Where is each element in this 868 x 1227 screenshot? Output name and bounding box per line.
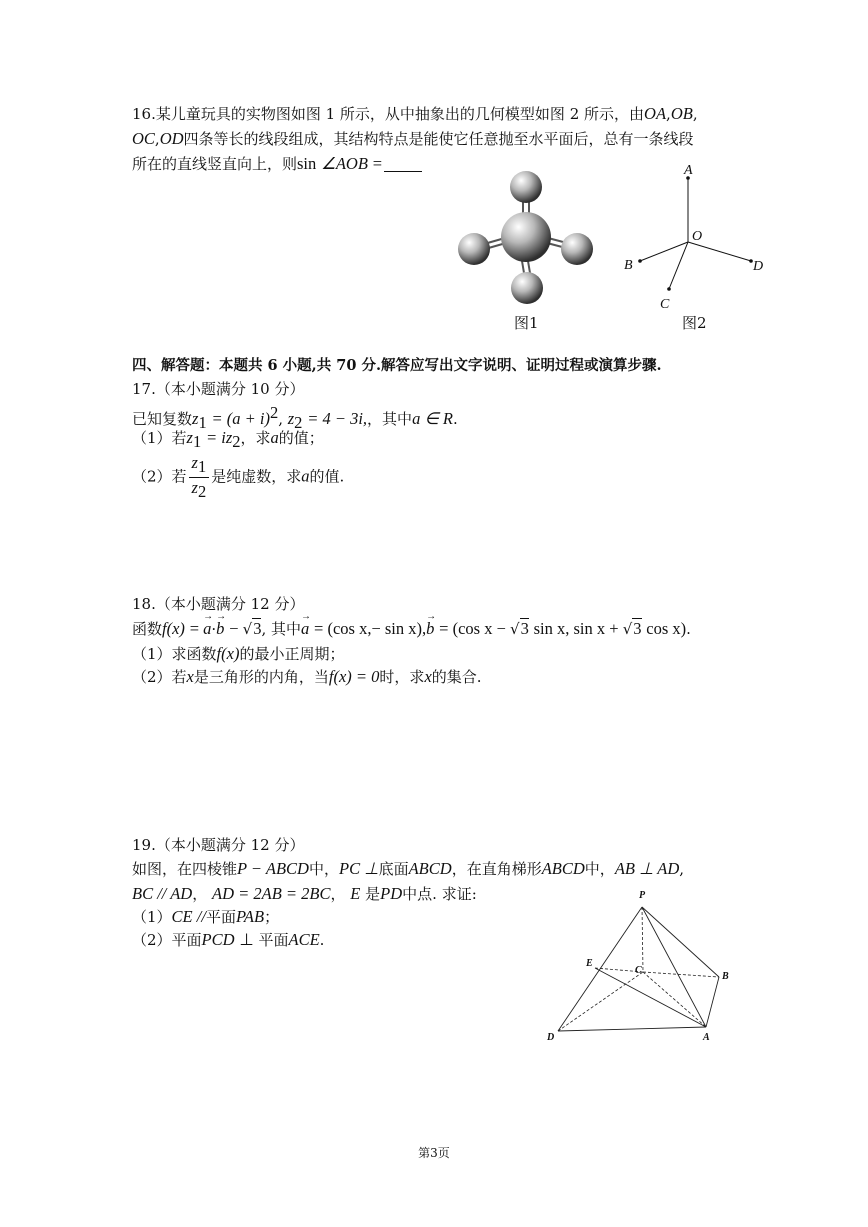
seg-oa: OA (644, 104, 667, 123)
perp-sign: ⊥ (239, 930, 254, 949)
fx-label: f(x) (162, 619, 185, 638)
q18-where: , 其中 (261, 620, 301, 638)
q18-fn-pre: 函数 (132, 620, 163, 638)
fig2-label-a: A (684, 163, 693, 178)
z1-over-z2: $\frac{z_1}{z_2}$ (189, 453, 210, 502)
q18-part2-pre: （2）若 (132, 668, 187, 686)
z2-expr: = 4 − 3i, (307, 409, 368, 428)
abcd-2: ABCD (541, 859, 585, 878)
pyr-label-a: A (703, 1032, 710, 1043)
fig2-label-d: D (753, 259, 764, 274)
vec-b-value-1: = (cos x − (439, 619, 511, 638)
figure-1-toy (450, 165, 610, 310)
q16-line1: 16.某儿童玩具的实物图如图 1 所示，从中抽象出的几何模型如图 2 所示，由OA,OB, (132, 104, 698, 123)
toy-ball-bottom (511, 272, 543, 304)
pyramid-name: P − ABCD (237, 859, 309, 878)
toy-ball-left (458, 233, 490, 265)
seg-ob: OB (670, 104, 693, 123)
z1-var-2: z (186, 428, 193, 447)
q18-header: 18.（本小题满分 12 分） (132, 595, 305, 613)
toy-ball-right (561, 233, 593, 265)
pyr-label-d: D (547, 1032, 555, 1043)
sqrt3-c: 3 (633, 619, 642, 638)
abcd-1: ABCD (408, 859, 452, 878)
section-4-heading: 四、解答题：本题共 6 小题,共 70 分.解答应写出文字说明、证明过程或演算步骤. (132, 357, 662, 374)
q19-header: 19.（本小题满分 12 分） (132, 836, 305, 854)
q16-text-3: 所在的直线竖直向上，则 (132, 155, 298, 173)
q17-part2-pre: （2）若 (132, 467, 187, 486)
ad-equation: AD = 2AB = 2BC (211, 884, 331, 903)
q18-part2-end: 的集合. (431, 668, 482, 686)
x-var: x (186, 667, 194, 686)
plane-pcd: PCD (201, 930, 235, 949)
q19-part1-end: ； (264, 908, 280, 926)
equals-sign: = (372, 154, 383, 173)
answer-blank (384, 171, 422, 172)
plane-pab: PAB (235, 907, 265, 926)
seg-od: OD (159, 129, 184, 148)
eq-sign: = (189, 619, 204, 638)
q17-part2 (132, 453, 344, 502)
q19-l2-end: 中点. 求证: (402, 885, 477, 903)
q17-part1-eq: = iz (206, 428, 233, 447)
q17-part2-post: 是纯虚数，求 (211, 467, 302, 486)
seg-oc: OC (132, 129, 155, 148)
vec-b-2: → b (426, 618, 434, 640)
q18-function: 函数f(x) = → a·→ b − √3, 其中→ a = (cos x,− sin x),→ b = (cos x − √3 sin x, sin x + √3 cos x). (132, 618, 691, 640)
z1-var: z (192, 409, 199, 428)
q17-part1: （1）若$z_1 = iz_2$，求a的值； (132, 428, 324, 451)
q19-line2: BC // AD， AD = 2AB = 2BC， E 是PD中点. 求证: (132, 884, 477, 903)
base-word: 底面 (378, 860, 409, 878)
toy-ball-center (501, 212, 551, 262)
pyr-label-b: B (722, 971, 729, 982)
q18-part2-mid: 是三角形的内角，当 (193, 668, 329, 686)
q19-part1-pre: （1） (132, 908, 172, 926)
point-e: E (350, 884, 361, 903)
pyr-label-e: E (586, 958, 593, 969)
plane-word: 平面 (205, 908, 236, 926)
q19-l1-pre: 如图，在四棱锥 (132, 860, 238, 878)
pc-perp: PC ⊥ (338, 859, 379, 878)
q19-l1-mid3: 中， (584, 860, 615, 878)
pyr-label-p: P (639, 890, 646, 901)
fig2-label-b: B (624, 258, 633, 273)
q19-part2: （2）平面PCD ⊥ 平面ACE. (132, 930, 325, 949)
q18-part2 (132, 666, 482, 688)
q17-part1-end: 的值； (278, 429, 324, 447)
pyr-label-c: C (635, 965, 642, 976)
q18-part2-mid2: 时，求 (379, 668, 425, 686)
q16-text-1: 16.某儿童玩具的实物图如图 1 所示，从中抽象出的几何模型如图 2 所示，由 (132, 105, 645, 123)
minus-sign: − (229, 619, 243, 638)
ab-perp-ad: AB ⊥ AD (614, 859, 680, 878)
a-in-r: a ∈ R (412, 409, 454, 428)
fig2-label-c: C (660, 297, 670, 310)
q18-part1-post: 的最小正周期； (239, 645, 345, 663)
frac-num-z: z (191, 453, 198, 472)
q19-l1-mid2: ，在直角梯形 (451, 860, 542, 878)
sqrt3-b: 3 (520, 619, 529, 638)
seg-pd: PD (380, 884, 403, 903)
vec-b: → b (216, 618, 224, 640)
figure-2-model (618, 160, 768, 310)
page-number: 第3页 (418, 1146, 450, 1160)
plane-word-2: 平面 (258, 931, 289, 949)
figure-1-caption: 图1 (514, 314, 539, 332)
q19-l2-mid: 是 (365, 885, 381, 903)
q17-part2-end: 的值. (309, 467, 345, 486)
q18-part1 (132, 643, 344, 665)
q16-line2: OC,OD四条等长的线段组成，其结构特点是能使它任意抛至水平面后，总有一条线段 (132, 129, 694, 148)
fx-label-2: f(x) (216, 644, 240, 663)
bc-parallel-ad: BC // AD (132, 884, 193, 903)
fig2-label-o: O (692, 229, 703, 244)
fx-eq-zero: f(x) = 0 (328, 667, 380, 686)
q16-text-2: 四条等长的线段组成，其结构特点是能使它任意抛至水平面后，总有一条线段 (183, 130, 694, 148)
q17-part1-post: ，求 (240, 429, 271, 447)
ce-parallel: CE // (171, 907, 206, 926)
vec-a-value: = (cos x,− sin x), (314, 619, 427, 638)
vec-b-value-3: cos x) (646, 619, 687, 638)
q17-header: 17.（本小题满分 10 分） (132, 380, 305, 398)
q16-line3 (132, 153, 422, 175)
q19-part1 (132, 906, 279, 928)
x-var-2: x (424, 667, 432, 686)
q19-line1: 如图，在四棱锥P − ABCD中，PC ⊥底面ABCD，在直角梯形ABCD中，AB ⊥ AD, (132, 859, 685, 878)
q17-intro-post: ，其中 (367, 410, 413, 428)
toy-ball-top (510, 171, 542, 203)
vec-a: → a (203, 618, 211, 640)
sqrt3-a: 3 (253, 619, 262, 638)
q19-l1-mid: 中， (308, 860, 339, 878)
a-var: a (270, 428, 279, 447)
a-var-2: a (301, 466, 310, 486)
q18-part1-pre: （1）求函数 (132, 645, 217, 663)
pyramid-figure (540, 885, 745, 1045)
z1-expr: = (a + i) (211, 409, 270, 428)
plane-ace: ACE (288, 930, 320, 949)
q17-part1-pre: （1）若 (132, 429, 187, 447)
figure-2-caption: 图2 (682, 314, 707, 332)
sin-label: sin (297, 154, 317, 173)
angle-aob: ∠AOB (321, 154, 368, 173)
q17-intro-pre: 已知复数 (132, 410, 193, 428)
q19-part2-pre: （2）平面 (132, 931, 202, 949)
vec-b-value-2: sin x, sin x + (533, 619, 623, 638)
q17-intro: 已知复数$z_1 = (a + i)^2$, $z_2 = 4 - 3i$,，其中a ∈ R. (132, 403, 458, 432)
frac-den-z: z (191, 478, 198, 497)
vec-a-2: → a (301, 618, 309, 640)
z2-var: z (287, 409, 295, 428)
